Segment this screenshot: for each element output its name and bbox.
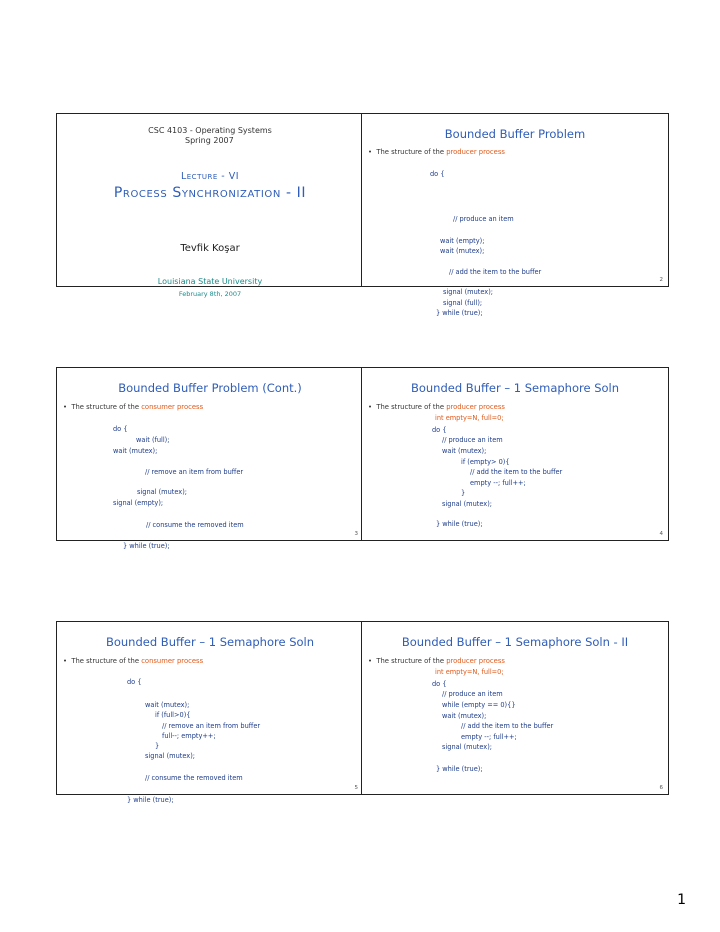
code-line: // produce an item <box>442 436 503 444</box>
code-line: signal (mutex); <box>145 752 195 760</box>
code-line: // produce an item <box>453 215 514 223</box>
slide-number: 4 <box>659 531 663 537</box>
bullet: • The structure of the producer process <box>368 403 505 411</box>
slide-number: 6 <box>659 785 663 791</box>
code-line: do { <box>430 170 445 178</box>
code-line: // consume the removed item <box>145 774 243 782</box>
code-line: do { <box>127 678 142 686</box>
slide-title: Bounded Buffer Problem (Cont.) <box>118 381 302 395</box>
bullet: • The structure of the consumer process <box>63 403 204 411</box>
term: Spring 2007 <box>185 136 234 145</box>
slide-3 <box>56 367 364 550</box>
code-line: do { <box>113 425 128 433</box>
code-line: // add the item to the buffer <box>461 722 554 730</box>
slide-number: 3 <box>354 531 358 537</box>
code-line: signal (empty); <box>113 499 164 507</box>
slide-number: 2 <box>659 277 663 283</box>
code-line: // remove an item from buffer <box>145 468 244 476</box>
code-line: wait (mutex); <box>442 447 487 455</box>
university: Louisiana State University <box>157 277 263 286</box>
code-line: signal (mutex); <box>442 500 492 508</box>
slide-5 <box>56 621 364 804</box>
code-line: empty --; full++; <box>461 733 517 741</box>
code-line: } while (true); <box>123 542 170 550</box>
slide-title: Bounded Buffer – 1 Semaphore Soln <box>105 635 315 649</box>
code-line: wait (mutex); <box>440 247 485 255</box>
code-line: wait (empty); <box>440 237 485 245</box>
lecture-number: Lecture - VI <box>180 171 240 182</box>
code-line: do { <box>432 680 447 688</box>
slide-1 <box>56 113 364 298</box>
bullet: • The structure of the producer process <box>368 148 505 156</box>
code-line: full--; empty++; <box>162 732 216 740</box>
page-number: 1 <box>677 892 686 908</box>
code-line: if (full>0){ <box>155 711 191 719</box>
bullet: • The structure of the consumer process <box>63 657 204 665</box>
code-line: while (empty == 0){} <box>442 701 516 709</box>
slide-number: 5 <box>354 785 358 791</box>
declaration: int empty=N, full=0; <box>435 668 504 676</box>
code-line: empty --; full++; <box>470 479 526 487</box>
lecture-date: February 8th, 2007 <box>178 290 242 298</box>
code-line: // add the item to the buffer <box>449 268 542 276</box>
code-line: // remove an item from buffer <box>162 722 261 730</box>
slide-title: Bounded Buffer Problem <box>444 127 586 141</box>
slide-2 <box>361 113 669 317</box>
author: Tevfik Koşar <box>180 243 240 254</box>
course-title: CSC 4103 - Operating Systems <box>148 126 272 135</box>
code-line: } <box>461 489 466 497</box>
code-line: // produce an item <box>442 690 503 698</box>
code-line: if (empty> 0){ <box>461 458 510 466</box>
bullet: • The structure of the producer process <box>368 657 505 665</box>
code-line: wait (full); <box>136 436 170 444</box>
code-line: } while (true); <box>127 796 174 804</box>
code-line: signal (mutex); <box>137 488 187 496</box>
code-line: // add the item to the buffer <box>470 468 563 476</box>
code-line: } while (true); <box>436 765 483 773</box>
code-line: do { <box>432 426 447 434</box>
slide-6 <box>361 621 669 795</box>
slide-title: Bounded Buffer – 1 Semaphore Soln - II <box>401 635 629 649</box>
code-line: // consume the removed item <box>146 521 244 529</box>
code-line: signal (full); <box>443 299 483 307</box>
code-line: wait (mutex); <box>113 447 158 455</box>
code-line: wait (mutex); <box>145 701 190 709</box>
slide-4 <box>361 367 669 541</box>
code-line: signal (mutex); <box>442 743 492 751</box>
declaration: int empty=N, full=0; <box>435 414 504 422</box>
slide-title: Bounded Buffer – 1 Semaphore Soln <box>410 381 620 395</box>
lecture-topic: Process Synchronization - II <box>113 185 307 201</box>
code-line: } while (true); <box>436 520 483 528</box>
code-line: wait (mutex); <box>442 712 487 720</box>
code-line: signal (mutex); <box>443 288 493 296</box>
code-line: } while (true); <box>436 309 483 317</box>
code-line: } <box>155 742 160 750</box>
